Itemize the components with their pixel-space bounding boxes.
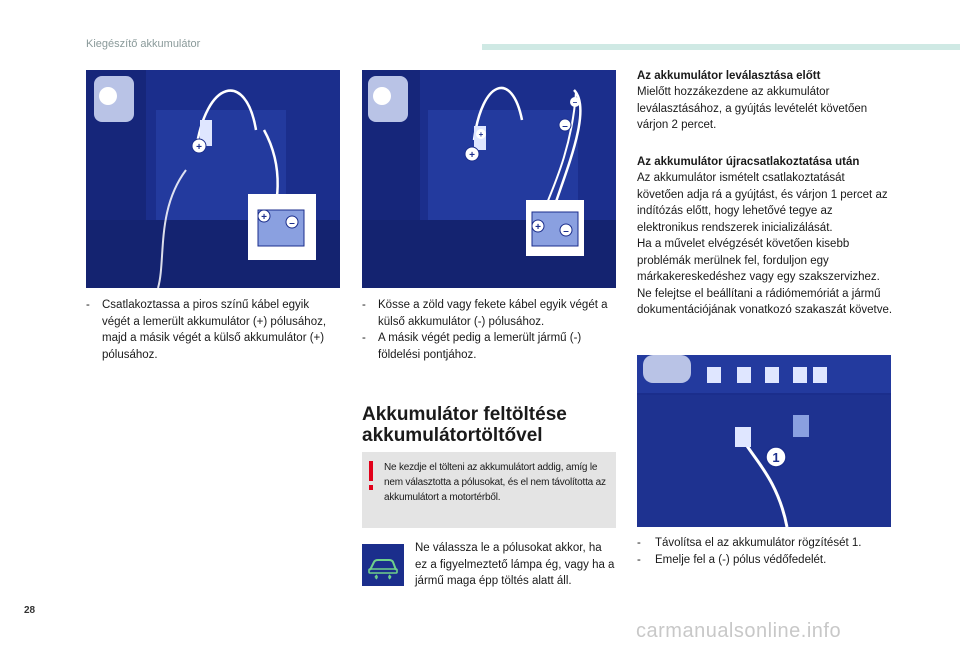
instruction-list-col1 (86, 297, 340, 363)
photo2-label-minus: – (562, 121, 568, 132)
vehicle-charging-warning-lamp-icon (362, 544, 404, 586)
photo2-label-plus: + (469, 150, 475, 161)
reconnect-paragraph-3: Ne felejtse el beállítani a rádiómemóriát a jármű dokumentációjának vonatkozó szakaszát követve. (637, 287, 893, 316)
photo3-callout-label: 1 (772, 450, 780, 465)
photo1-label-plus-2: + (261, 212, 267, 223)
instruction-list-col2 (362, 297, 616, 363)
page-number: 28 (24, 605, 36, 616)
photo-jump-cable-negative (362, 70, 616, 288)
reconnect-paragraph: Az akkumulátor ismételt csatlakoztatását követően adja rá a gyújtást, és várjon 1 percet az indítózás előtt, hogy lehetővé tegye az elektronikus rendszerek inicializálását. (637, 172, 888, 234)
photo2-label-minus-2: – (563, 226, 569, 237)
list-item: - A másik végét pedig a lemerült jármű (-) földelési pontjához. (362, 330, 616, 363)
reconnect-paragraph-2: Ha a művelet elvégzését követően kisebb problémák merülnek fel, forduljon egy márkakereskedéshez vagy egy szakszervizhez. (637, 238, 880, 283)
photo2-label-plus-small: + (478, 130, 484, 139)
photo2-label-plus-2: + (535, 222, 541, 233)
header-accent-bar (482, 44, 960, 50)
list-item: - Távolítsa el az akkumulátor rögzítését 1. (637, 535, 893, 552)
reconnect-heading: Az akkumulátor újracsatlakoztatása után (637, 156, 860, 168)
photo-jump-cable-positive (86, 70, 340, 288)
photo2-label-minus-small: – (572, 98, 578, 107)
list-item: - Emelje fel a (-) pólus védőfedelét. (637, 552, 893, 569)
disconnect-text: Mielőtt hozzákezdene az akkumulátor leválasztásához, a gyújtás levételét követően várjon 2 percet. (637, 86, 868, 131)
warning-lamp-note: Ne válassza le a pólusokat akkor, ha ez a figyelmeztető lámpa ég, vagy ha a jármű maga épp töltés alatt áll. (415, 542, 615, 587)
instruction-list-col3 (637, 535, 893, 568)
warning-box (362, 452, 616, 528)
reconnect-text (637, 170, 893, 319)
photo1-label-plus: + (196, 142, 202, 153)
disconnect-heading: Az akkumulátor leválasztása előtt (637, 70, 821, 82)
photo1-label-minus: – (289, 218, 295, 229)
photo-battery-fixing (637, 355, 891, 527)
list-item: - Csatlakoztassa a piros színű kábel egyik végét a lemerült akkumulátor (+) pólusához, majd a másik végét a külső akkumulátor (+) pólusához. (86, 297, 340, 363)
warning-text: Ne kezdje el tölteni az akkumulátort addig, amíg le nem választotta a pólusokat, és el nem távolította az akkumulátort a motortérből. (384, 462, 606, 503)
section-title: Akkumulátor feltöltése akkumulátortöltővel (362, 404, 567, 446)
exclamation-warning-icon (366, 461, 376, 491)
list-item: - Kösse a zöld vagy fekete kábel egyik végét a külső akkumulátor (-) pólusához. (362, 297, 616, 330)
section-header-title: Kiegészítő akkumulátor (86, 38, 201, 50)
watermark-text: carmanualsonline.info (636, 620, 842, 642)
